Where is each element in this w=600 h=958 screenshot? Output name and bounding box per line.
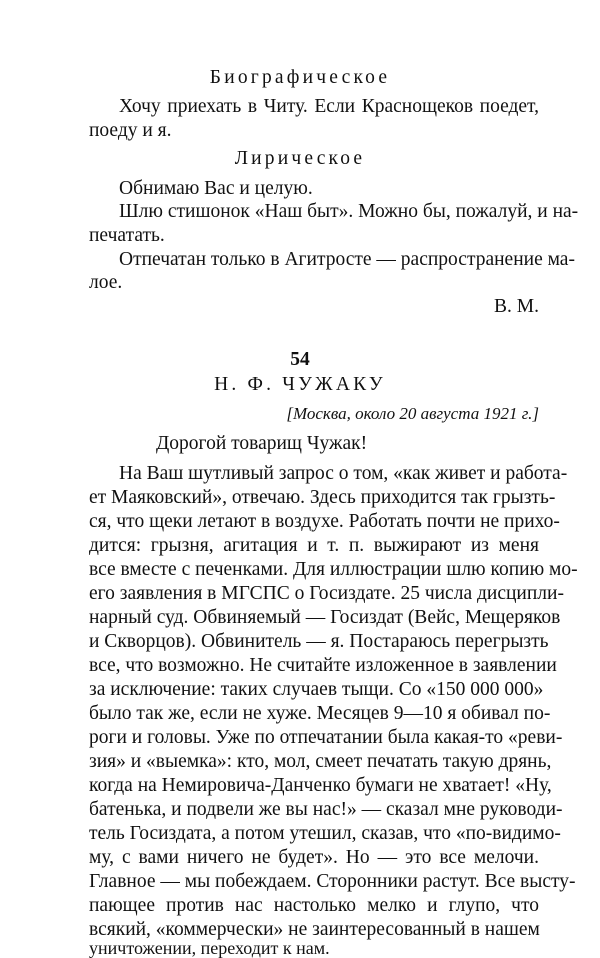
text-line: зия» и «выемка»: кто, мол, смеет печатать такую дрянь,: [89, 751, 552, 772]
text-line: пающее против нас настолько мелко и глупо, что: [89, 895, 539, 916]
text-line: Отпечатан только в Агитросте — распространение ма-: [119, 249, 575, 270]
text-line: На Ваш шутливый запрос о том, «как живет и работа-: [119, 463, 568, 484]
text-line: и Скворцов). Обвинитель — я. Постараюсь перегрызть: [89, 631, 549, 652]
signature-initials: В. М.: [494, 296, 539, 317]
text-line: все вместе с печенками. Для иллюстрации шлю копию мо-: [89, 559, 578, 580]
text-line: уничтожении, переходит к нам.: [89, 938, 330, 958]
text-line: ся, что щеки летают в воздухе. Работать почти не прихо-: [89, 511, 560, 532]
text-line: батенька, и подвели же вы нас!» — сказал мне руководи-: [89, 799, 563, 820]
text-line: Шлю стишонок «Наш быт». Можно бы, пожалуй, и на-: [119, 201, 579, 222]
text-line: всякий, «коммерчески» не заинтересованный в нашем: [89, 919, 540, 940]
text-line: му, с вами ничего не будет». Но — это все мелочи.: [89, 847, 539, 868]
text-line: Обнимаю Вас и целую.: [119, 178, 313, 199]
text-line: Главное — мы побеждаем. Сторонники растут. Все высту-: [89, 871, 576, 892]
letter-title: Н. Ф. ЧУЖАКУ: [214, 374, 386, 395]
text-line: было так же, если не хуже. Месяцев 9—10 я обивал по-: [89, 703, 551, 724]
text-line: за исключение: таких случаев тыщи. Со «150 000 000»: [89, 679, 544, 700]
text-line: все, что возможно. Не считайте изложенное в заявлении: [89, 655, 557, 676]
text-line: лое.: [89, 272, 123, 293]
letter-salutation: Дорогой товарищ Чужак!: [156, 433, 368, 454]
section-heading-bio: Биографическое: [209, 67, 391, 88]
letter-number: 54: [290, 349, 310, 370]
text-line: роги и головы. Уже по отпечатании была какая-то «реви-: [89, 727, 563, 748]
text-line: его заявления в МГСПС о Госиздате. 25 числа дисципли-: [89, 583, 564, 604]
letter-dateline: [Москва, около 20 августа 1921 г.]: [286, 404, 539, 423]
text-line: ет Маяковский», отвечаю. Здесь приходится так грызть-: [89, 487, 556, 508]
text-line: Хочу приехать в Читу. Если Краснощеков поедет,: [119, 96, 539, 117]
text-line: нарный суд. Обвиняемый — Госиздат (Вейс, Мещеряков: [89, 607, 561, 628]
section-heading-lyric: Лирическое: [234, 148, 366, 169]
text-line: дится: грызня, агитация и т. п. выжирают из меня: [89, 535, 539, 556]
text-line: поеду и я.: [89, 120, 172, 141]
text-line: когда на Немировича-Данченко бумаги не хватает! «Ну,: [89, 775, 552, 796]
text-line: тель Госиздата, а потом утешил, сказав, что «по-видимо-: [89, 823, 561, 844]
text-line: печатать.: [89, 225, 165, 246]
